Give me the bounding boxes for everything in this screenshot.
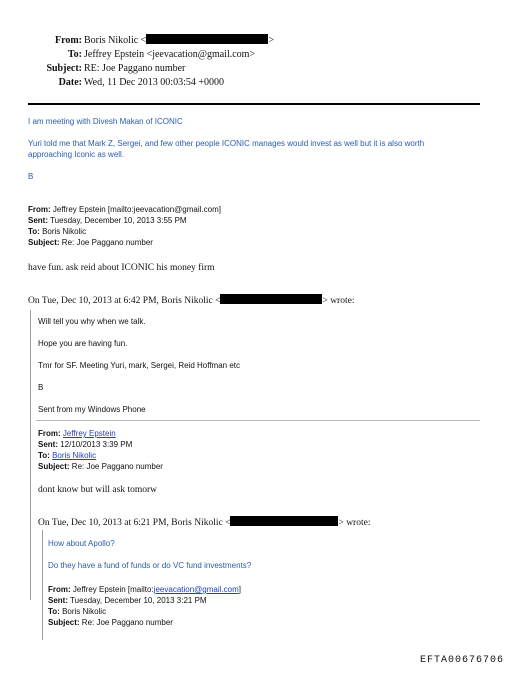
- header-date-row: [0, 76, 512, 90]
- message-separator: [36, 420, 480, 421]
- msg2-line3: Tmr for SF. Meeting Yuri, mark, Sergei, Reid Hoffman etc: [38, 361, 240, 370]
- fwd1-to: To: Boris Nikolic: [28, 227, 87, 236]
- header-date-value: Wed, 11 Dec 2013 00:03:54 +0000: [84, 77, 224, 88]
- fwd1-from: From: Jeffrey Epstein [mailto:jeevacation@gmail.com]: [28, 205, 221, 214]
- header-from-close: >: [268, 35, 274, 46]
- header-to-row: [0, 48, 512, 62]
- fwd2-sent: Sent: 12/10/2013 3:39 PM: [38, 440, 133, 449]
- fwd3-to: To: Boris Nikolic: [48, 607, 107, 616]
- fwd2-from: From: Jeffrey Epstein: [38, 429, 116, 438]
- msg1-line2b: approaching Iconic as well.: [28, 150, 125, 159]
- fwd2-body: dont know but will ask tomorw: [38, 485, 158, 495]
- fwd2-from-link[interactable]: Jeffrey Epstein: [62, 429, 116, 438]
- header-to-value: Jeffrey Epstein <jeevacation@gmail.com>: [84, 49, 256, 60]
- msg2-line5: Sent from my Windows Phone: [38, 405, 146, 414]
- redaction-bar: [146, 34, 268, 44]
- header-from-value: Boris Nikolic <: [84, 35, 147, 46]
- fwd1-subject: Subject: Re: Joe Paggano number: [28, 238, 153, 247]
- fwd3-subject: Subject: Re: Joe Paggano number: [48, 618, 173, 627]
- msg2-line1: Will tell you why when we talk.: [38, 317, 146, 326]
- msg1-signature: B: [28, 172, 34, 181]
- fwd2-subject: Subject: Re: Joe Paggano number: [38, 462, 163, 471]
- quote-bar: [30, 310, 31, 600]
- header-from-label: From:: [54, 35, 82, 46]
- fwd3-from: From: Jeffrey Epstein [mailto:jeevacation@gmail.com]: [48, 585, 241, 594]
- msg3-line1: How about Apollo?: [48, 539, 115, 548]
- wrote2-line: On Tue, Dec 10, 2013 at 6:21 PM, Boris Nikolic < > wrote:: [38, 518, 371, 528]
- msg3-line2: Do they have a fund of funds or do VC fund investments?: [48, 561, 252, 570]
- msg2-line2: Hope you are having fun.: [38, 339, 128, 348]
- msg1-line1: I am meeting with Divesh Makan of ICONIC: [28, 117, 183, 126]
- fwd3-sent: Sent: Tuesday, December 10, 2013 3:21 PM: [48, 596, 207, 605]
- fwd1-body: have fun. ask reid about ICONIC his money firm: [28, 263, 215, 273]
- document-id: EFTA00676706: [419, 655, 504, 666]
- fwd2-to: To: Boris Nikolic: [38, 451, 97, 460]
- redaction-bar: [230, 516, 338, 526]
- header-subject-row: [0, 62, 512, 76]
- fwd3-email-link[interactable]: jeevacation@gmail.com: [153, 585, 239, 594]
- header-subject-value: RE: Joe Paggano number: [84, 63, 186, 74]
- header-divider: [28, 103, 480, 105]
- fwd2-to-link[interactable]: Boris Nikolic: [52, 451, 97, 460]
- header-subject-label: Subject:: [46, 63, 82, 74]
- fwd1-sent: Sent: Tuesday, December 10, 2013 3:55 PM: [28, 216, 187, 225]
- quote-bar: [42, 530, 43, 640]
- msg1-line2a: Yuri told me that Mark Z, Sergei, and few other people ICONIC manages would invest as well but it is also worth: [28, 139, 425, 148]
- header-from-row: [0, 34, 512, 48]
- email-header: [0, 34, 512, 90]
- redaction-bar: [220, 294, 322, 304]
- header-to-label: To:: [67, 49, 82, 60]
- wrote1-line: On Tue, Dec 10, 2013 at 6:42 PM, Boris Nikolic < > wrote:: [28, 296, 355, 306]
- header-date-label: Date:: [58, 77, 82, 88]
- msg2-line4: B: [38, 383, 44, 392]
